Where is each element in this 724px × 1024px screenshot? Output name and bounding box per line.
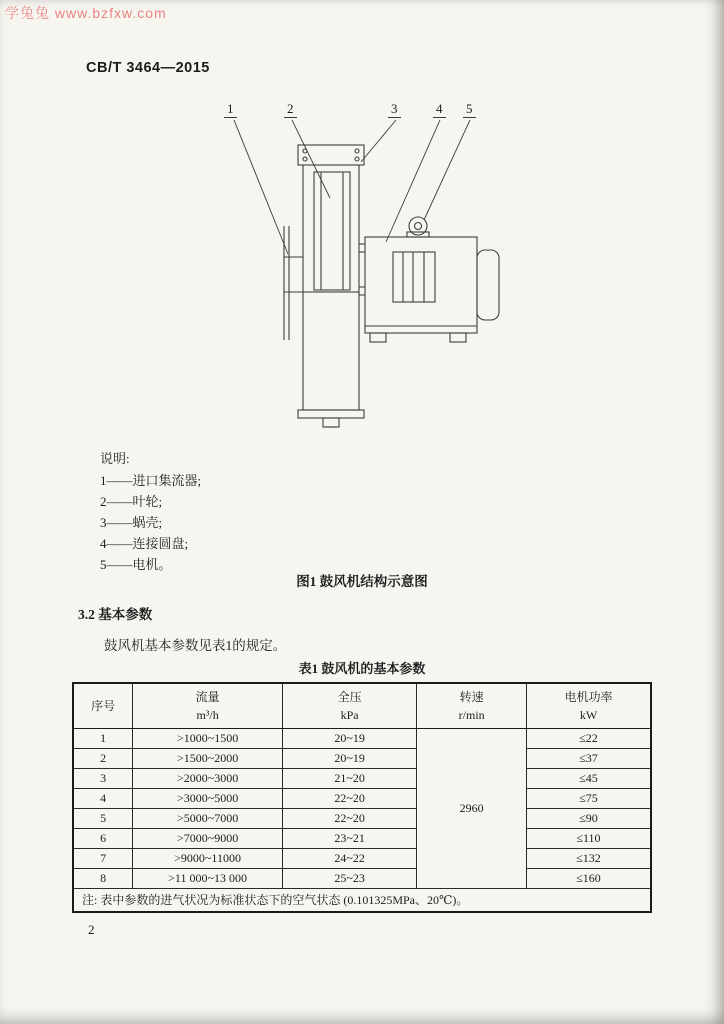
cell-pressure: 22~20	[282, 809, 416, 829]
cell-pressure: 20~19	[282, 749, 416, 769]
legend-item-1: 1——进口集流器;	[100, 473, 202, 488]
legend-title: 说明:	[100, 451, 130, 466]
cell-seq: 1	[73, 729, 133, 749]
cell-seq: 7	[73, 849, 133, 869]
table-row	[73, 769, 651, 789]
callout-2: 2	[284, 102, 297, 118]
cell-seq: 2	[73, 749, 133, 769]
header-speed-unit: r/min	[458, 708, 485, 722]
table-row	[73, 829, 651, 849]
blower-drawing	[188, 92, 532, 444]
section-heading: 3.2 基本参数	[78, 607, 153, 622]
header-pressure	[282, 683, 416, 729]
figure-caption: 图1 鼓风机结构示意图	[296, 574, 428, 589]
table-row	[73, 789, 651, 809]
cell-power: ≤110	[526, 829, 651, 849]
table-row	[73, 869, 651, 889]
callout-leader-lines	[234, 120, 470, 254]
cell-power: ≤90	[526, 809, 651, 829]
cell-seq: 4	[73, 789, 133, 809]
figure-legend	[100, 448, 201, 575]
standard-number: CB/T 3464—2015	[86, 60, 210, 76]
casing-and-impeller	[303, 165, 359, 292]
header-pressure-label: 全压	[337, 690, 362, 704]
cell-pressure: 22~20	[282, 789, 416, 809]
legend-item-3: 3——蜗壳;	[100, 515, 163, 530]
section-body-text: 鼓风机基本参数见表1的规定。	[104, 638, 287, 653]
cell-power: ≤37	[526, 749, 651, 769]
cell-seq: 5	[73, 809, 133, 829]
cell-power: ≤45	[526, 769, 651, 789]
cell-speed-merged: 2960	[417, 729, 527, 889]
cell-flow: >3000~5000	[133, 789, 283, 809]
volute-casing	[298, 292, 364, 427]
cell-pressure: 20~19	[282, 729, 416, 749]
cell-pressure: 24~22	[282, 849, 416, 869]
table-row	[73, 749, 651, 769]
connecting-disc	[359, 244, 365, 295]
header-seq	[73, 683, 133, 729]
table-row	[73, 809, 651, 829]
callout-1: 1	[224, 102, 237, 118]
table-caption: 表1 鼓风机的基本参数	[298, 661, 426, 676]
parameters-table	[72, 682, 652, 913]
header-flow-label: 流量	[195, 690, 220, 704]
table-row	[73, 849, 651, 869]
table-header-row	[73, 683, 651, 729]
table-row	[73, 729, 651, 749]
top-flange	[298, 145, 364, 165]
cell-power: ≤22	[526, 729, 651, 749]
header-pressure-unit: kPa	[340, 708, 359, 722]
cell-pressure: 23~21	[282, 829, 416, 849]
cell-flow: >1000~1500	[133, 729, 283, 749]
callout-4: 4	[433, 102, 446, 118]
cell-flow: >7000~9000	[133, 829, 283, 849]
cell-flow: >1500~2000	[133, 749, 283, 769]
header-speed	[417, 683, 527, 729]
inlet-collector	[284, 226, 303, 340]
callout-3: 3	[388, 102, 401, 118]
table-note-row	[73, 889, 651, 913]
blower-structure-figure	[188, 92, 532, 444]
header-power	[526, 683, 651, 729]
header-flow-unit: m³/h	[196, 708, 219, 722]
cell-power: ≤132	[526, 849, 651, 869]
cell-flow: >9000~11000	[133, 849, 283, 869]
cell-flow: >11 000~13 000	[133, 869, 283, 889]
legend-item-4: 4——连接圆盘;	[100, 536, 189, 551]
cell-pressure: 21~20	[282, 769, 416, 789]
header-speed-label: 转速	[459, 690, 484, 704]
watermark-text: 学兔兔 www.bzfxw.com	[5, 5, 167, 21]
header-seq-label: 序号	[91, 699, 116, 713]
header-power-label: 电机功率	[564, 690, 613, 704]
parameters-table-wrapper	[72, 682, 652, 913]
page-number: 2	[88, 922, 95, 937]
cell-power: ≤75	[526, 789, 651, 809]
motor	[365, 217, 499, 342]
callout-5: 5	[463, 102, 476, 118]
cell-seq: 8	[73, 869, 133, 889]
header-power-unit: kW	[579, 708, 598, 722]
cell-seq: 6	[73, 829, 133, 849]
cell-flow: >5000~7000	[133, 809, 283, 829]
table-note: 注: 表中参数的进气状况为标准状态下的空气状态 (0.101325MPa、20℃)。	[73, 889, 651, 913]
legend-item-5: 5——电机。	[100, 557, 172, 572]
cell-power: ≤160	[526, 869, 651, 889]
cell-seq: 3	[73, 769, 133, 789]
header-flow	[133, 683, 283, 729]
cell-flow: >2000~3000	[133, 769, 283, 789]
cell-pressure: 25~23	[282, 869, 416, 889]
legend-item-2: 2——叶轮;	[100, 494, 163, 509]
